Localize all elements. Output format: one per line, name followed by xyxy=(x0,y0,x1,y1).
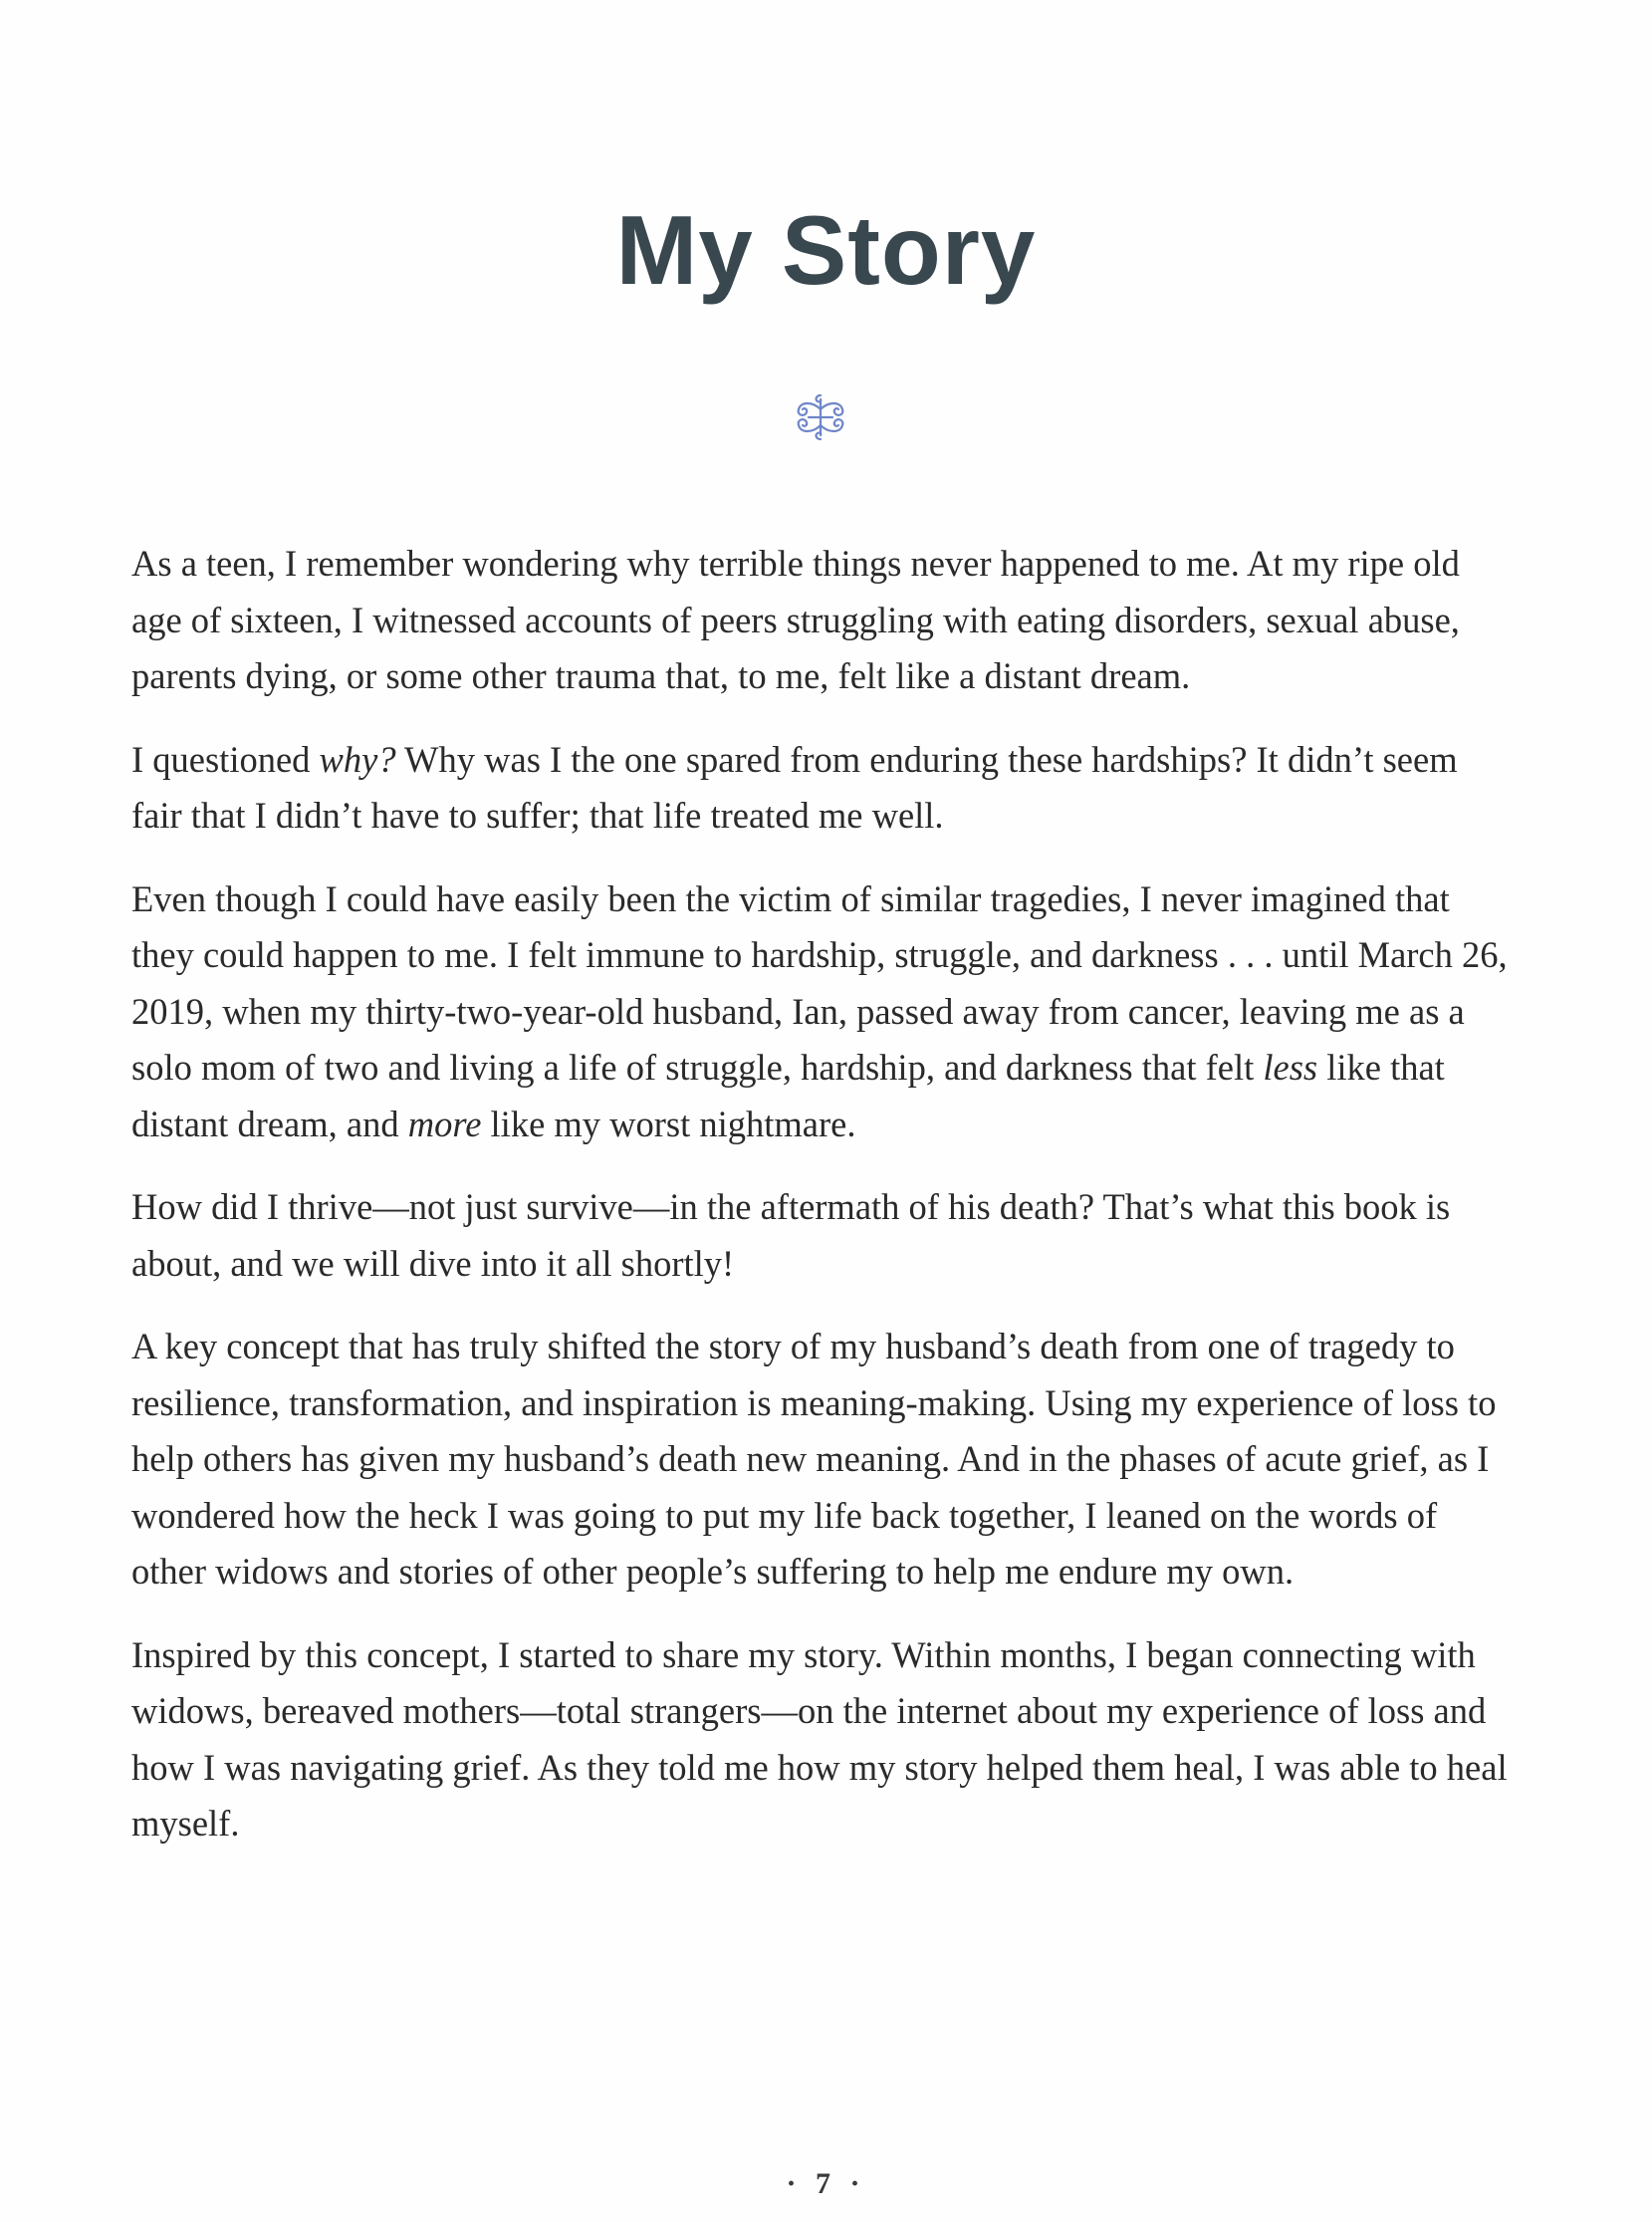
emphasis-more: more xyxy=(407,1103,482,1144)
paragraph-3-text-start: Even though I could have easily been the victim of similar tragedies, I never imagined that they could happen to me. I felt immune to hardship, struggle, and darkness . . . until March 26, 2019, when my thirty-two-year-old husband, Ian, passed away from cancer, leaving me as a solo mom of two and living a life of struggle, hardship, and darkness that felt xyxy=(131,877,1508,1088)
page-title: My Story xyxy=(615,195,1037,305)
paragraph-6: Inspired by this concept, I started to share my story. Within months, I began connecting with widows, bereaved mothers—total strangers—on the internet about my experience of loss and how I was navigating grief. As they told me how my story helped them heal, I was able to heal myself. xyxy=(131,1633,1508,1844)
page-number: · 7 · xyxy=(786,2167,866,2200)
paragraph-2 xyxy=(131,732,1516,845)
emphasis-less: less xyxy=(1263,1047,1318,1088)
paragraph-2-text-start: I questioned xyxy=(131,738,320,780)
paragraph-3-text-middle: like that distant dream, and xyxy=(131,1047,1445,1144)
paragraph-3-text-end: like my worst nightmare. xyxy=(481,1103,856,1144)
paragraph-4: How did I thrive—not just survive—in the aftermath of his death? That’s what this book is about, and we will dive into it all shortly! xyxy=(131,1186,1451,1284)
fleuron-ornament-icon xyxy=(791,391,850,443)
emphasis-why: why? xyxy=(319,738,396,780)
paragraph-2-text-end: Why was I the one spared from enduring these hardships? It didn’t seem fair that I didn’t have to suffer; that life treated me well. xyxy=(131,738,1458,836)
paragraph-5: A key concept that has truly shifted the story of my husband’s death from one of tragedy to resilience, transformation, and inspiration is meaning-making. Using my experience of loss to help others has given my husband’s death new meaning. And in the phases of acute grief, as I wondered how the heck I was going to put my life back together, I leaned on the words of other widows and stories of other people’s suffering to help me endure my own. xyxy=(131,1326,1497,1592)
paragraph-3 xyxy=(131,871,1516,1153)
body-text xyxy=(131,536,1516,1879)
paragraph-1: As a teen, I remember wondering why terrible things never happened to me. At my ripe old age of sixteen, I witnessed accounts of peers struggling with eating disorders, sexual abuse, parents dying, or some other trauma that, to me, felt like a distant dream. xyxy=(131,543,1460,696)
